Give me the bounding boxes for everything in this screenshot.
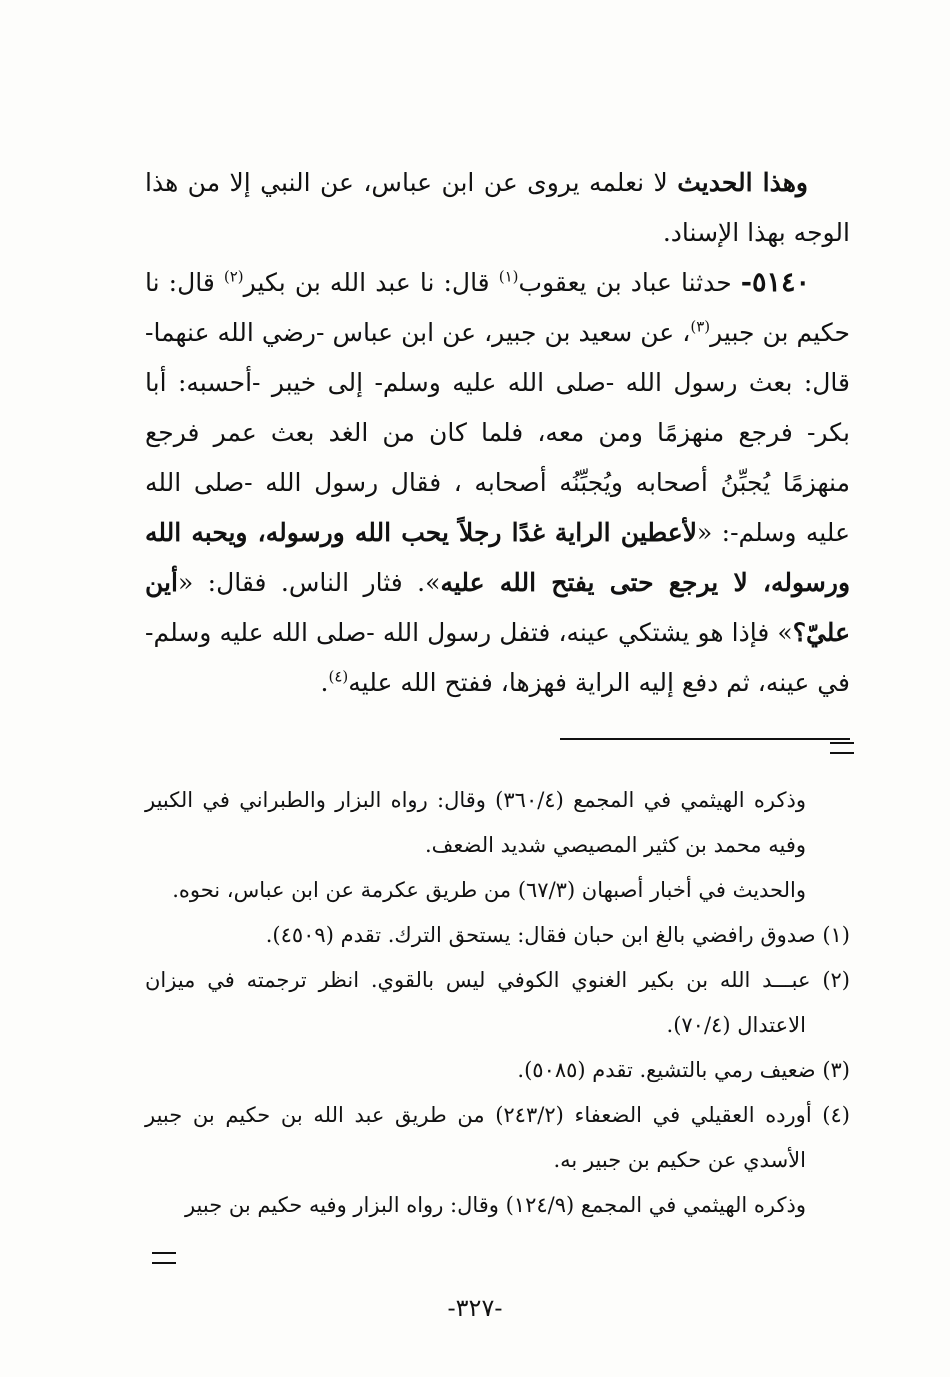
hadith-text-4: ، عن سعيد بن جبير، عن ابن عباس -رضي الله عنهما- قال: بعث رسول الله -صلى الله عليه وسلم- إلى خيبر -أحسبه: أبا بكر- فرجع منهزمًا ومن معه، فلما كان من الغد بعث عمر فرجع منهزمًا يُجبِّنُ أصحابه ويُجبِّنُه أصحابه ، فقال رسول الله -صلى الله عليه وسلم-: « [145,318,850,547]
footnotes [145,778,850,1228]
footnote-4: (٤) أورده العقيلي في الضعفاء (٢٤٣/٢) من طريق عبد الله بن حكيم بن جبير الأسدي عن حكيم بن جبير به. [145,1103,850,1172]
footnote-ref-3[interactable]: (٣) [690,317,711,336]
hadith-text-2: قال: نا عبد الله بن بكير [243,268,499,297]
hadith-number: ٥١٤٠- [740,267,810,298]
footnote-continued-2: والحديث في أخبار أصبهان (٦٧/٣) من طريق عكرمة عن ابن عباس، نحوه. [172,878,806,902]
footnote-continued-1: وذكره الهيثمي في المجمع (٣٦٠/٤) وقال: رواه البزار والطبراني في الكبير وفيه محمد بن كثير المصيصي شديد الضعف. [145,788,807,857]
footnote-3: (٣) ضعيف رمي بالتشيع. تقدم (٥٠٨٥). [517,1058,850,1082]
page-number: -٣٢٧- [447,1294,503,1322]
hadith-quote-bold-1: لأعطين الراية غدًا رجلاً يحب الله ورسوله، ويحبه الله ورسوله، لا يرجع حتى يفتح الله عليه [145,518,851,597]
hadith-text-3: قال: نا حكيم بن جبير [145,268,850,347]
hadith-text-1: حدثنا عباد بن يعقوب [518,268,741,297]
footnote-separator [560,738,850,740]
footnote-2: (٢) عبـــد الله بن بكير الغنوي الكوفي ليس بالقوي. انظر ترجمته في ميزان الاعتدال (٧٠/٤). [145,968,850,1037]
footnote-ref-2[interactable]: (٢) [223,267,244,286]
continuation-mark-top [830,742,854,754]
continuation-mark-bottom [152,1252,176,1264]
footnote-4-continued: وذكره الهيثمي في المجمع (١٢٤/٩) وقال: رواه البزار وفيه حكيم بن جبير [184,1193,806,1217]
hadith-paragraph [145,258,850,708]
intro-lead-bold: وهذا الحديث [677,168,809,197]
hadith-quote-bold-2: أين عليّ؟ [145,568,850,647]
intro-paragraph [145,158,850,258]
hadith-text-6: » فإذا هو يشتكي عينه، فتفل رسول الله -صلى الله عليه وسلم- في عينه، ثم دفع إليه الراية فهزها، ففتح الله عليه [145,618,850,697]
hadith-text-5: ». فثار الناس. فقال: « [177,568,441,597]
footnote-ref-1[interactable]: (١) [498,267,519,286]
footnote-ref-4[interactable]: (٤) [328,667,349,686]
footnote-1: (١) صدوق رافضي بالغ ابن حبان فقال: يستحق الترك. تقدم (٤٥٠٩). [265,923,850,947]
hadith-text-7: . [320,668,329,697]
main-text [145,158,850,708]
intro-text: لا نعلمه يروى عن ابن عباس، عن النبي إلا من هذا الوجه بهذا الإسناد. [145,168,850,247]
